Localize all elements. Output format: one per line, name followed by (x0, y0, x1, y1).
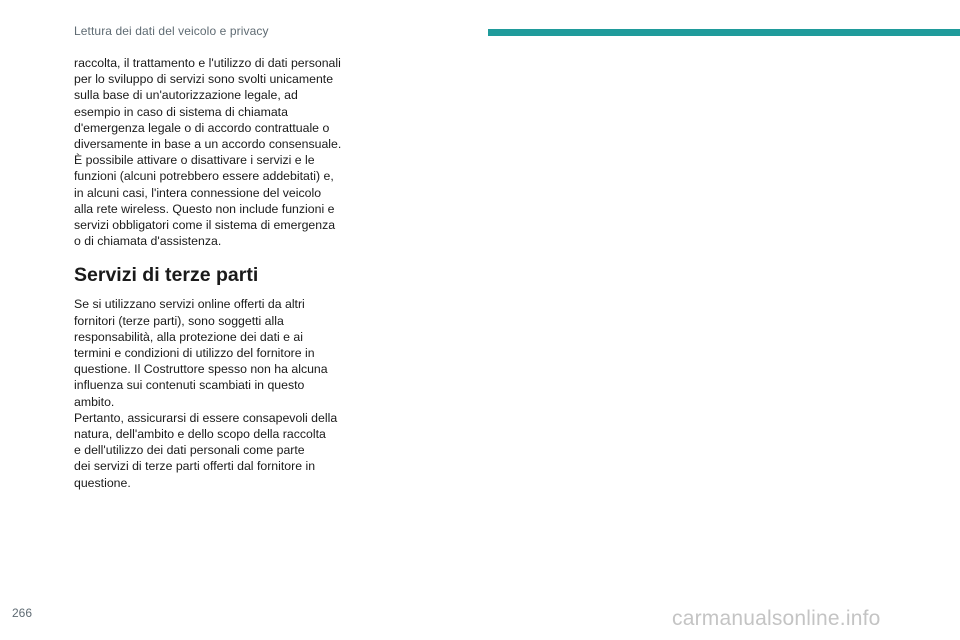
section-heading: Servizi di terze parti (74, 264, 259, 287)
header-accent-bar (488, 29, 960, 36)
text-column (74, 55, 364, 491)
page-header-title: Lettura dei dati del veicolo e privacy (74, 24, 269, 38)
page-number: 266 (12, 606, 33, 620)
intro-paragraph: raccolta, il trattamento e l'utilizzo di dati personali per lo sviluppo di servizi sono svolti unicamente sulla base di un'autorizzazione legale, ad esempio in caso di sistema di chiamata d'emergenza legale o di accordo contrattuale o diversamente in base a un accordo consensuale. È possibile attivare o disattivare i servizi e le funzioni (alcuni potrebbero essere addebitati) e, in alcuni casi, l'intera connessione del veicolo alla rete wireless. Questo non include funzioni e servizi obbligatori come il sistema di emergenza o di chiamata d'assistenza. (74, 56, 342, 249)
section-paragraph: Se si utilizzano servizi online offerti da altri fornitori (terze parti), sono soggetti alla responsabilità, alla protezione dei dati e ai termini e condizioni di utilizzo del fornitore in questione. Il Costruttore spesso non ha alcuna influenza sui contenuti scambiati in questo ambito. Pertanto, assicurarsi di essere consapevoli della natura, dell'ambito e dello scopo della raccolta e dell'utilizzo dei dati personali come parte dei servizi di terze parti offerti dal fornitore in questione. (74, 297, 338, 490)
watermark-text: carmanualsonline.info (672, 607, 881, 630)
